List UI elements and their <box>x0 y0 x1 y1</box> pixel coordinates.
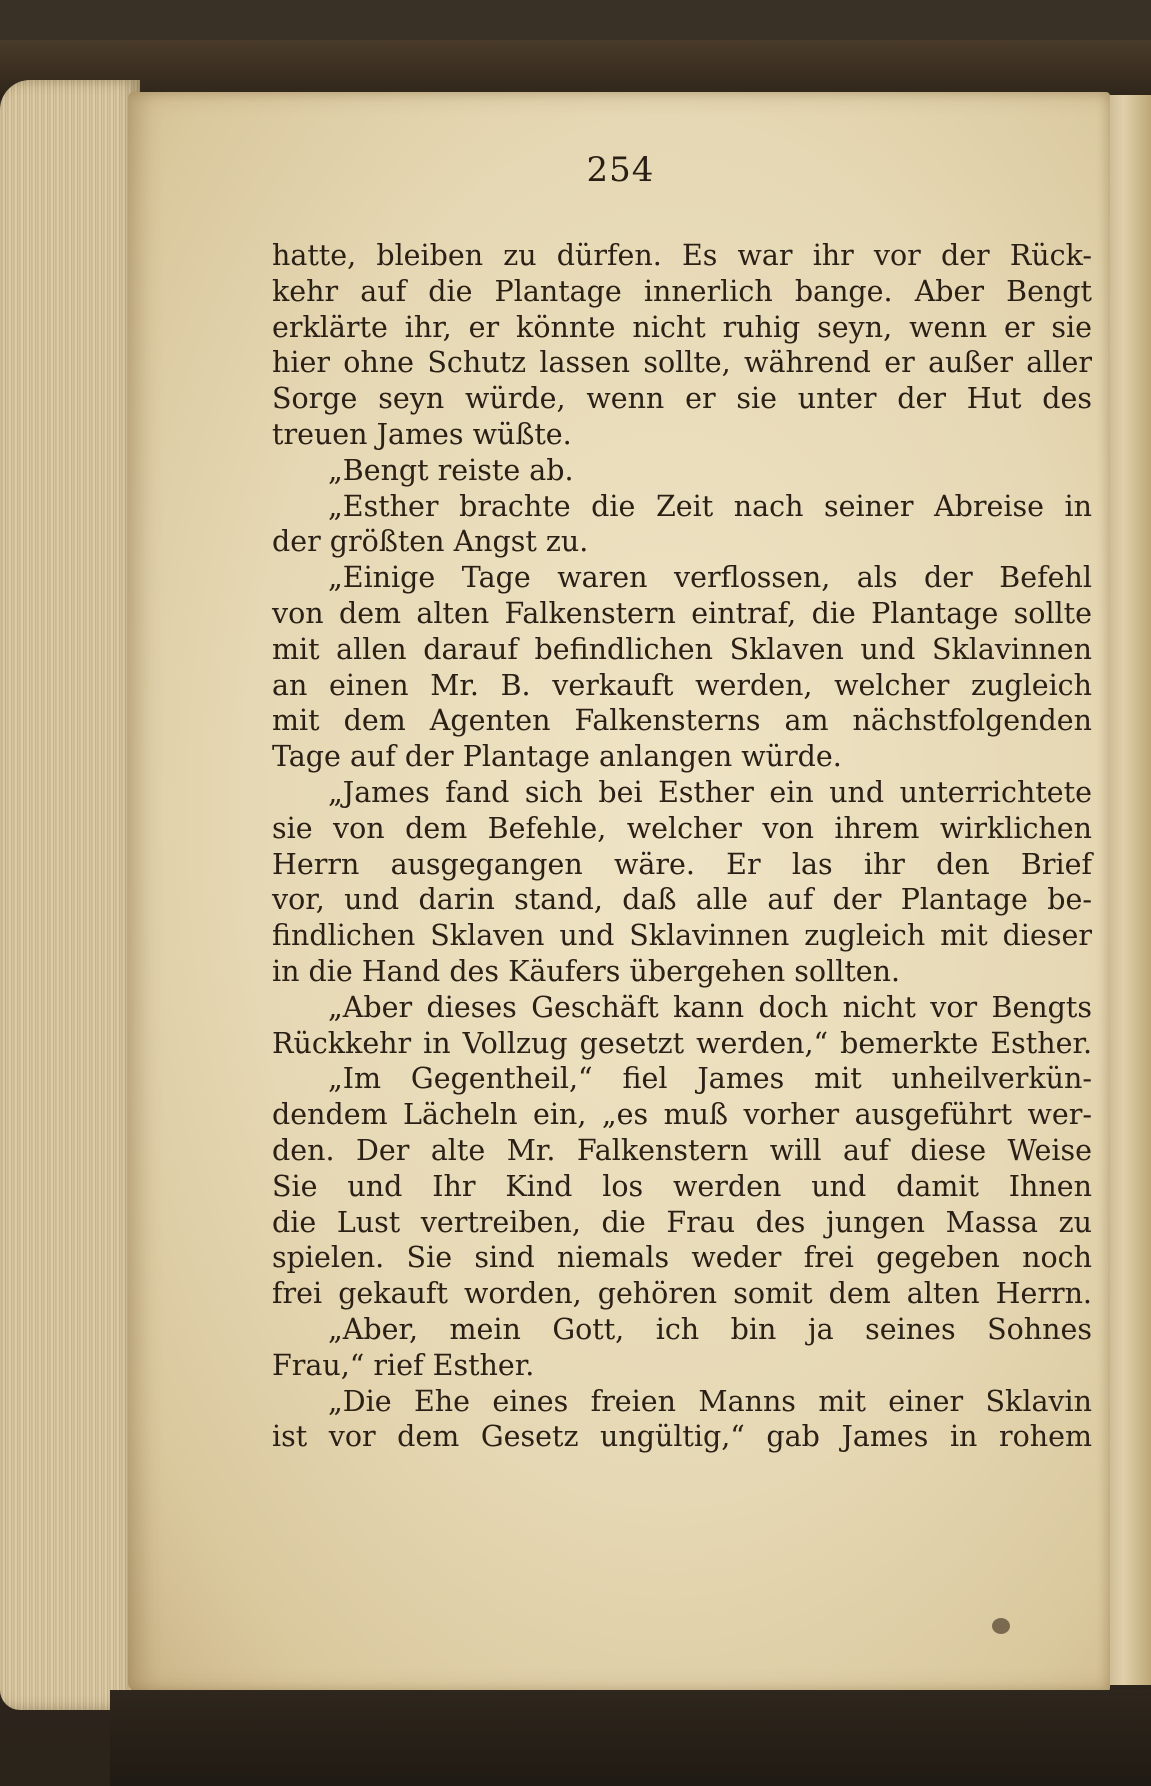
text-line: Sie und Ihr Kind los werden und damit Ihnen <box>272 1169 1092 1203</box>
text-line: erklärte ihr, er könnte nicht ruhig seyn, wenn er sie <box>272 310 1092 344</box>
text-line: „Bengt reiste ab. <box>328 453 574 487</box>
text-line: mit allen darauf befindlichen Sklaven und Sklavinnen <box>272 632 1092 666</box>
text-line: kehr auf die Plantage innerlich bange. Aber Bengt <box>272 274 1092 308</box>
page-text <box>272 238 1092 1455</box>
text-line: die Lust vertreiben, die Frau des jungen Massa zu <box>272 1205 1092 1239</box>
text-line: hier ohne Schutz lassen sollte, während er außer aller <box>272 346 1092 380</box>
text-line: sie von dem Befehle, welcher von ihrem wirklichen <box>272 811 1092 845</box>
text-line: „Einige Tage waren verflossen, als der Befehl <box>328 561 1092 595</box>
text-line: „Die Ehe eines freien Manns mit einer Sklavin <box>328 1384 1092 1418</box>
book-cover-top <box>0 40 1151 100</box>
text-line: „James fand sich bei Esther ein und unterrichtete <box>328 775 1092 809</box>
text-line: „Esther brachte die Zeit nach seiner Abreise in <box>328 489 1092 523</box>
page-edges-left <box>0 80 140 1710</box>
text-line: dendem Lächeln ein, „es muß vorher ausgeführt wer- <box>272 1098 1092 1132</box>
text-line: „Aber dieses Geschäft kann doch nicht vor Bengts <box>328 990 1092 1024</box>
text-line: vor, und darin stand, daß alle auf der Plantage be- <box>272 883 1092 917</box>
ink-stain <box>992 1618 1010 1634</box>
text-line: findlichen Sklaven und Sklavinnen zugleich mit dieser <box>272 919 1092 953</box>
text-line: von dem alten Falkenstern eintraf, die Plantage sollte <box>272 596 1092 630</box>
text-line: „Aber, mein Gott, ich bin ja seines Sohnes <box>328 1312 1092 1346</box>
book-bottom-shadow <box>110 1690 1151 1786</box>
text-line: der größten Angst zu. <box>272 525 589 559</box>
text-line: den. Der alte Mr. Falkenstern will auf diese Weise <box>272 1133 1092 1167</box>
text-line: frei gekauft worden, gehören somit dem alten Herrn. <box>272 1277 1092 1311</box>
text-line: an einen Mr. B. verkauft werden, welcher zugleich <box>272 668 1092 702</box>
text-line: hatte, bleiben zu dürfen. Es war ihr vor der Rück- <box>272 239 1092 272</box>
text-line: ist vor dem Gesetz ungültig,“ gab James in rohem <box>272 1420 1092 1454</box>
text-line: Frau,“ rief Esther. <box>272 1348 535 1382</box>
page-edges-right <box>1105 95 1151 1685</box>
text-line: Sorge seyn würde, wenn er sie unter der Hut des <box>272 382 1092 416</box>
text-line: spielen. Sie sind niemals weder frei gegeben noch <box>272 1241 1092 1275</box>
text-line: mit dem Agenten Falkensterns am nächstfolgenden <box>272 704 1092 738</box>
page-number: 254 <box>586 150 655 190</box>
text-line: treuen James wüßte. <box>272 417 572 451</box>
text-line: Herrn ausgegangen wäre. Er las ihr den Brief <box>272 847 1092 881</box>
text-line: in die Hand des Käufers übergehen sollten. <box>272 954 901 988</box>
text-line: Rückkehr in Vollzug gesetzt werden,“ bemerkte Esther. <box>272 1026 1092 1060</box>
text-line: „Im Gegentheil,“ fiel James mit unheilverkün- <box>328 1062 1092 1096</box>
text-line: Tage auf der Plantage anlangen würde. <box>272 740 842 774</box>
